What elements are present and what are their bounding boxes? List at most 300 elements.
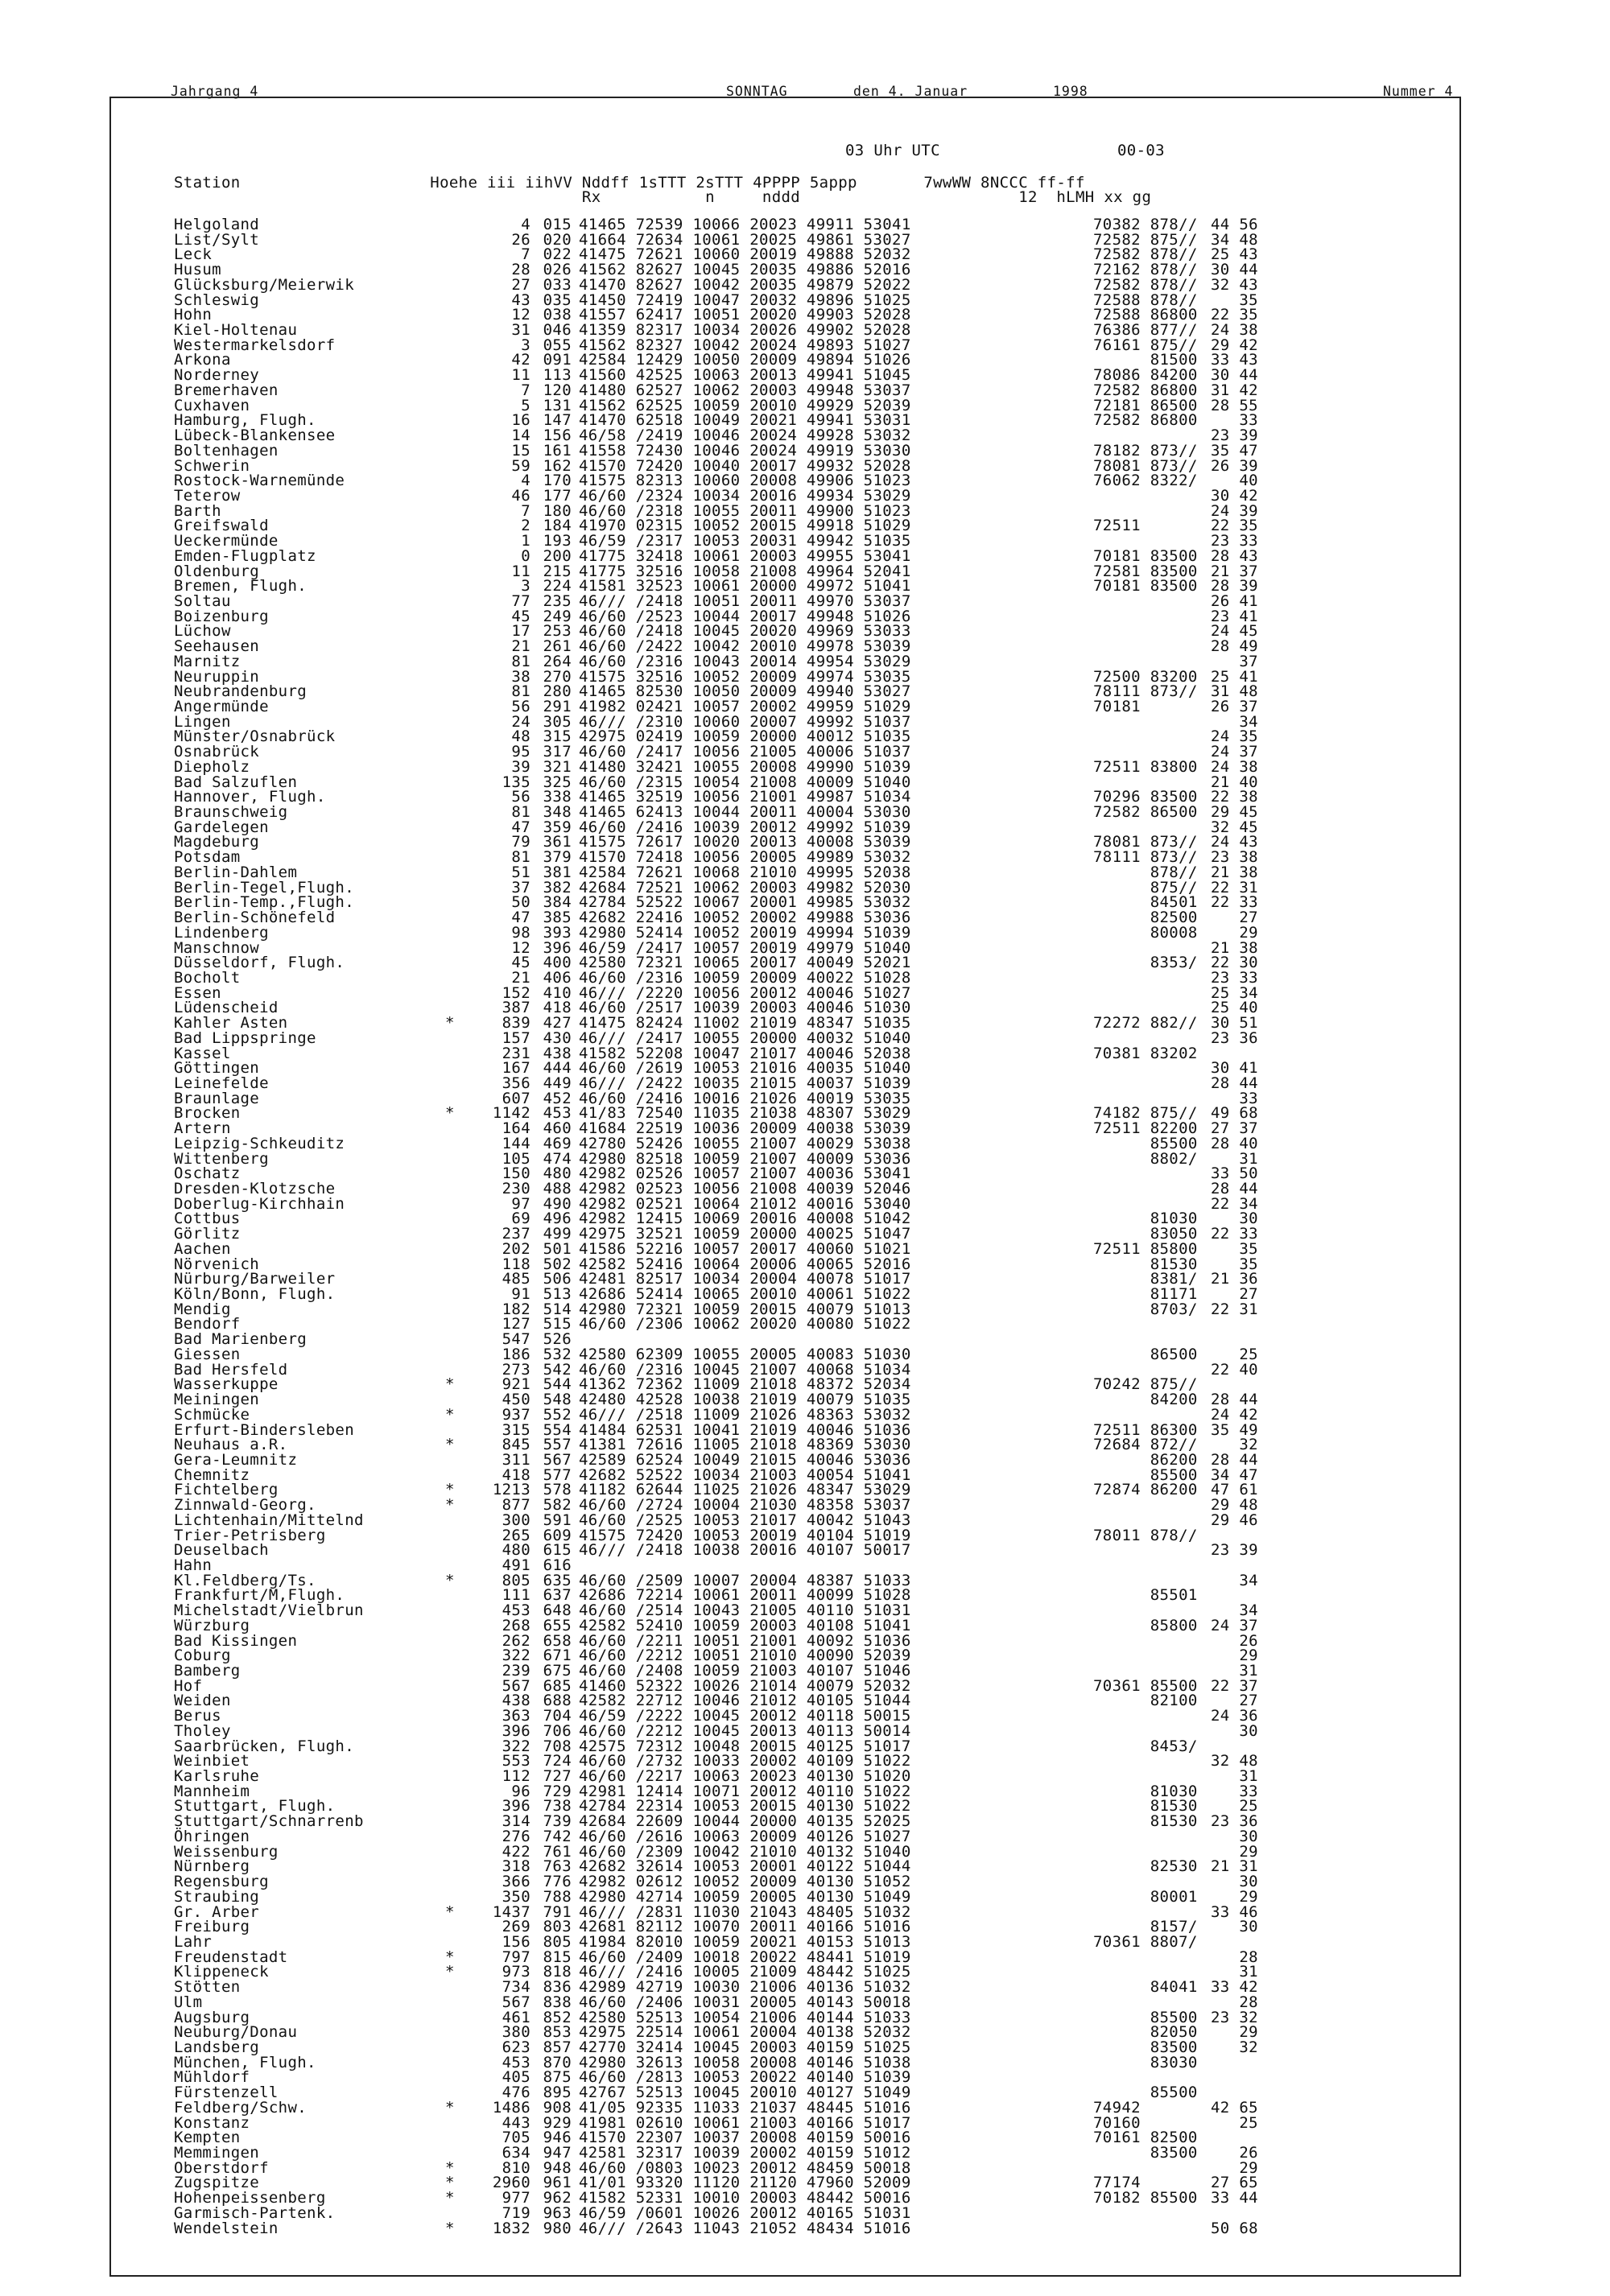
station-index: 317: [543, 743, 572, 761]
synop-groups: 46/60 /2732 10033 20002 40109 51022: [579, 1752, 911, 1770]
station-name: Leck: [174, 245, 213, 264]
synop-groups: 41570 72420 10040 20017 49932 52028: [579, 456, 911, 475]
station-index: 113: [543, 366, 572, 385]
station-name: Seehausen: [174, 637, 260, 656]
cloud-groups: 81530: [1093, 1812, 1198, 1831]
station-name: Gardelegen: [174, 818, 269, 836]
station-index: 962: [543, 2189, 572, 2207]
wind-gust-groups: 28 44: [1211, 1450, 1258, 1469]
wind-gust-groups: 31: [1211, 1767, 1258, 1786]
station-index: 532: [543, 1345, 572, 1363]
synop-groups: 41562 82327 10042 20024 49893 51027: [579, 336, 911, 354]
station-height: 11: [511, 562, 530, 580]
mountain-marker: *: [445, 2098, 455, 2117]
station-name: Nörvenich: [174, 1255, 260, 1273]
synop-groups: 42686 52414 10065 20010 40061 51022: [579, 1285, 911, 1304]
station-height: 937: [502, 1405, 530, 1424]
station-name: Bad Lippspringe: [174, 1028, 316, 1047]
station-index: 947: [543, 2144, 572, 2162]
station-index: 708: [543, 1737, 572, 1755]
wind-gust-groups: 29: [1211, 1647, 1258, 1665]
station-name: Doberlug-Kirchhain: [174, 1194, 345, 1213]
synop-groups: 42975 22514 10061 20004 40138 52032: [579, 2023, 911, 2042]
wind-gust-groups: 27: [1211, 1285, 1258, 1304]
wind-gust-groups: 26: [1211, 1631, 1258, 1650]
cloud-groups: 72511: [1093, 517, 1141, 535]
wind-gust-groups: 24 38: [1211, 321, 1258, 340]
synop-groups: 41475 72621 10060 20019 49888 52032: [579, 245, 911, 264]
wind-gust-groups: 31: [1211, 1149, 1258, 1168]
wind-gust-groups: 24 42: [1211, 1405, 1258, 1424]
station-height: 95: [511, 743, 530, 761]
station-name: Glücksburg/Meierwik: [174, 275, 354, 294]
year-label: 1998: [1053, 84, 1088, 99]
cloud-groups: 72511 85800: [1093, 1239, 1198, 1258]
wind-gust-groups: 25: [1211, 2113, 1258, 2132]
station-name: Michelstadt/Vielbrun: [174, 1601, 364, 1620]
station-name: Hahn: [174, 1556, 213, 1574]
wind-gust-groups: 30 41: [1211, 1059, 1258, 1078]
wind-gust-groups: 29: [1211, 2158, 1258, 2177]
wind-gust-groups: 33: [1211, 1089, 1258, 1107]
station-name: Frankfurt/M,Flugh.: [174, 1586, 345, 1605]
wind-gust-groups: 33 46: [1211, 1902, 1258, 1921]
cloud-groups: 76386 877//: [1093, 321, 1198, 340]
synop-groups: 42681 82112 10070 20011 40166 51016: [579, 1918, 911, 1936]
synop-groups: 42989 42719 10030 21006 40136 51032: [579, 1978, 911, 1997]
synop-groups: 46/60 /2417 10056 21005 40006 51037: [579, 743, 911, 761]
wind-gust-groups: 28 44: [1211, 1391, 1258, 1409]
mountain-marker: *: [445, 1104, 455, 1123]
station-height: 39: [511, 757, 530, 776]
station-name: Artern: [174, 1119, 231, 1138]
cloud-groups: 81030: [1093, 1782, 1198, 1800]
wind-gust-groups: 23 39: [1211, 427, 1258, 445]
cloud-groups: 77174: [1093, 2174, 1141, 2192]
station-index: 120: [543, 381, 572, 399]
station-name: Coburg: [174, 1647, 231, 1665]
station-name: München, Flugh.: [174, 2053, 316, 2071]
station-height: 27: [511, 275, 530, 294]
synop-groups: 42982 12415 10069 20016 40008 51042: [579, 1210, 911, 1228]
synop-groups: 41664 72634 10061 20025 49861 53027: [579, 230, 911, 249]
station-height: 1: [521, 532, 530, 550]
station-name: Kahler Asten: [174, 1014, 288, 1033]
station-index: 857: [543, 2038, 572, 2056]
wind-gust-groups: 29 42: [1211, 336, 1258, 354]
station-index: 616: [543, 1556, 572, 1574]
wind-gust-groups: 32 48: [1211, 1752, 1258, 1770]
station-name: Hohn: [174, 306, 213, 324]
synop-groups: 46/60 /2525 10053 21017 40042 51043: [579, 1511, 911, 1529]
synop-groups: 41359 82317 10034 20026 49902 52028: [579, 321, 911, 340]
station-index: 291: [543, 698, 572, 715]
wind-gust-groups: 30 42: [1211, 486, 1258, 505]
wind-gust-groups: 47 61: [1211, 1481, 1258, 1499]
wind-gust-groups: 24 39: [1211, 501, 1258, 520]
station-name: Teterow: [174, 486, 241, 505]
station-height: 810: [502, 2158, 530, 2177]
synop-groups: 46/60 /2416 10016 21026 40019 53035: [579, 1089, 911, 1107]
synop-groups: 42981 12414 10071 20012 40110 51022: [579, 1782, 911, 1800]
synop-groups: 42784 22314 10053 20015 40130 51022: [579, 1797, 911, 1816]
station-index: 727: [543, 1767, 572, 1786]
station-name: Freiburg: [174, 1918, 250, 1936]
station-index: 382: [543, 878, 572, 897]
station-index: 776: [543, 1873, 572, 1891]
station-height: 450: [502, 1391, 530, 1409]
wind-gust-groups: 26 39: [1211, 456, 1258, 475]
station-name: Kl.Feldberg/Ts.: [174, 1571, 316, 1589]
station-index: 035: [543, 291, 572, 309]
synop-groups: 41562 62525 10059 20010 49929 52039: [579, 396, 911, 414]
station-height: 461: [502, 2008, 530, 2026]
station-height: 11: [511, 366, 530, 385]
wind-gust-groups: 22 33: [1211, 1225, 1258, 1243]
station-height: 81: [511, 848, 530, 867]
station-height: 567: [502, 1676, 530, 1695]
volume-label: Jahrgang 4: [171, 84, 259, 99]
station-index: 724: [543, 1752, 572, 1770]
cloud-groups: 81500: [1093, 351, 1198, 369]
synop-groups: 41381 72616 11005 21018 48369 53030: [579, 1436, 911, 1454]
cloud-groups: 84041: [1093, 1978, 1198, 1997]
synop-groups: 46/60 /2616 10063 20009 40126 51027: [579, 1827, 911, 1845]
station-index: 499: [543, 1225, 572, 1243]
cloud-groups: 76062 8322/: [1093, 472, 1198, 490]
station-index: 348: [543, 803, 572, 822]
wind-gust-groups: 35 49: [1211, 1420, 1258, 1439]
wind-gust-groups: 21 38: [1211, 863, 1258, 881]
station-name: Weiden: [174, 1692, 231, 1710]
synop-groups: 46/60 /2309 10042 21010 40132 51040: [579, 1842, 911, 1861]
station-height: 14: [511, 427, 530, 445]
station-height: 3: [521, 577, 530, 596]
station-height: 135: [502, 773, 530, 791]
station-height: 0: [521, 546, 530, 565]
station-name: Berlin-Schönefeld: [174, 909, 336, 927]
wind-gust-groups: 35: [1211, 1255, 1258, 1273]
station-name: Bendorf: [174, 1315, 241, 1333]
synop-groups: 41575 72420 10053 20019 40104 51019: [579, 1526, 911, 1544]
cloud-groups: 72582 86800: [1093, 411, 1198, 430]
synop-groups: 46/59 /0601 10026 20012 40165 51031: [579, 2203, 911, 2222]
wind-gust-groups: 22 35: [1211, 517, 1258, 535]
station-index: 488: [543, 1180, 572, 1197]
cloud-groups: 8157/: [1093, 1918, 1198, 1936]
wind-gust-groups: 28: [1211, 1948, 1258, 1966]
wind-gust-groups: 28: [1211, 1993, 1258, 2011]
station-name: Norderney: [174, 366, 260, 385]
wind-gust-groups: 31: [1211, 1662, 1258, 1680]
station-height: 51: [511, 863, 530, 881]
cloud-groups: 81171: [1093, 1285, 1198, 1304]
station-name: Bocholt: [174, 968, 241, 987]
mountain-marker: *: [445, 1405, 455, 1424]
station-name: Boizenburg: [174, 607, 269, 625]
synop-groups: 41480 32421 10055 20008 49990 51039: [579, 757, 911, 776]
wind-gust-groups: 23 38: [1211, 848, 1258, 867]
station-name: Würzburg: [174, 1616, 250, 1634]
station-name: Lingen: [174, 712, 231, 731]
station-name: Barth: [174, 501, 221, 520]
wind-gust-groups: 24 43: [1211, 833, 1258, 851]
wind-gust-groups: 23 32: [1211, 2008, 1258, 2026]
synop-groups: 41570 72418 10056 20005 49989 53032: [579, 848, 911, 867]
station-index: 438: [543, 1044, 572, 1062]
station-index: 184: [543, 517, 572, 535]
cloud-groups: 70361 8807/: [1093, 1932, 1198, 1951]
station-height: 268: [502, 1616, 530, 1634]
weekday-label: SONNTAG: [726, 84, 788, 99]
station-name: Lüchow: [174, 622, 231, 641]
station-name: Nürburg/Barweiler: [174, 1270, 336, 1288]
station-height: 921: [502, 1375, 530, 1394]
station-index: 361: [543, 833, 572, 851]
synop-groups: 46/60 /2418 10045 20020 49969 53033: [579, 622, 911, 641]
station-height: 262: [502, 1631, 530, 1650]
mountain-marker: *: [445, 1436, 455, 1454]
station-name: Potsdam: [174, 848, 241, 867]
station-index: 582: [543, 1496, 572, 1515]
station-height: 81: [511, 652, 530, 670]
station-name: Chemnitz: [174, 1465, 250, 1484]
station-name: Giessen: [174, 1345, 241, 1363]
station-index: 305: [543, 712, 572, 731]
station-name: Ueckermünde: [174, 532, 279, 550]
station-height: 16: [511, 411, 530, 430]
station-height: 45: [511, 954, 530, 972]
station-height: 443: [502, 2113, 530, 2132]
synop-groups: 42784 52522 10067 20001 49985 53032: [579, 893, 911, 912]
station-index: 875: [543, 2068, 572, 2087]
station-name: Mühldorf: [174, 2068, 250, 2087]
wind-gust-groups: 28 44: [1211, 1074, 1258, 1092]
synop-groups: 41475 82424 11002 21019 48347 51035: [579, 1014, 911, 1033]
wind-gust-groups: 32: [1211, 2038, 1258, 2056]
station-name: Gr. Arber: [174, 1902, 260, 1921]
cloud-groups: 83050: [1093, 1225, 1198, 1243]
station-height: 111: [502, 1586, 530, 1605]
cloud-groups: 82050: [1093, 2023, 1198, 2042]
wind-gust-groups: 30: [1211, 1918, 1258, 1936]
synop-groups: 41460 52322 10026 21014 40079 52032: [579, 1676, 911, 1695]
station-height: 21: [511, 968, 530, 987]
cloud-groups: 78011 878//: [1093, 1526, 1198, 1544]
wind-gust-groups: 23 39: [1211, 1541, 1258, 1560]
synop-groups: 42584 12429 10050 20009 49894 51026: [579, 351, 911, 369]
cloud-groups: 85500: [1093, 1134, 1198, 1152]
station-name: Erfurt-Bindersleben: [174, 1420, 354, 1439]
station-index: 805: [543, 1932, 572, 1951]
station-index: 542: [543, 1360, 572, 1379]
wind-gust-groups: 28 43: [1211, 546, 1258, 565]
synop-groups: 42980 82518 10059 21007 40009 53036: [579, 1149, 911, 1168]
station-name: Braunschweig: [174, 803, 288, 822]
station-name: Magdeburg: [174, 833, 260, 851]
synop-groups: 46/59 /2417 10057 20019 49979 51040: [579, 938, 911, 957]
station-height: 127: [502, 1315, 530, 1333]
synop-groups: 46/60 /2408 10059 21003 40107 51046: [579, 1662, 911, 1680]
station-height: 12: [511, 938, 530, 957]
wind-gust-groups: 21 38: [1211, 938, 1258, 957]
wind-gust-groups: 33: [1211, 1782, 1258, 1800]
cloud-groups: 72874 86200: [1093, 1481, 1198, 1499]
station-index: 280: [543, 682, 572, 701]
station-name: Meiningen: [174, 1391, 260, 1409]
cloud-groups: 878//: [1093, 863, 1198, 881]
wind-gust-groups: 33 50: [1211, 1164, 1258, 1183]
station-index: 427: [543, 1014, 572, 1033]
synop-groups: 42686 72214 10061 20011 40099 51028: [579, 1586, 911, 1605]
station-index: 788: [543, 1887, 572, 1906]
column-header-line-2: Rx n nddd 12 hLMH xx gg: [174, 188, 1152, 206]
cloud-groups: 8353/: [1093, 954, 1198, 972]
station-height: 839: [502, 1014, 530, 1033]
wind-gust-groups: 22 38: [1211, 788, 1258, 806]
synop-groups: 46/// /2418 10051 20011 49970 53037: [579, 592, 911, 610]
synop-groups: 42682 52522 10034 21003 40054 51041: [579, 1465, 911, 1484]
cloud-groups: 8453/: [1093, 1737, 1198, 1755]
synop-groups: 41450 72419 10047 20032 49896 51025: [579, 291, 911, 309]
synop-groups: 46/// /2417 10055 20000 40032 51040: [579, 1028, 911, 1047]
cloud-groups: 85800: [1093, 1616, 1198, 1634]
cloud-groups: 80001: [1093, 1887, 1198, 1906]
station-name: Lichtenhain/Mittelnd: [174, 1511, 364, 1529]
date-label: den 4. Januar: [853, 84, 968, 99]
station-name: Wendelstein: [174, 2219, 279, 2237]
station-name: Berlin-Dahlem: [174, 863, 298, 881]
station-index: 235: [543, 592, 572, 610]
station-index: 591: [543, 1511, 572, 1529]
station-height: 4: [521, 216, 530, 233]
station-name: Ulm: [174, 1993, 203, 2011]
report-frame: [109, 97, 1461, 2277]
station-name: Boltenhagen: [174, 441, 279, 460]
synop-groups: 42480 42528 10038 21019 40079 51035: [579, 1391, 911, 1409]
synop-groups: 42982 02523 10056 21008 40039 52046: [579, 1180, 911, 1197]
station-name: Angermünde: [174, 698, 269, 715]
wind-gust-groups: 44 56: [1211, 216, 1258, 233]
wind-gust-groups: 30 44: [1211, 366, 1258, 385]
station-height: 438: [502, 1692, 530, 1710]
station-name: Husum: [174, 261, 221, 279]
synop-groups: 41775 32418 10061 20003 49955 53041: [579, 546, 911, 565]
cloud-groups: 70182 85500: [1093, 2189, 1198, 2207]
cloud-groups: 70181 83500: [1093, 577, 1198, 596]
station-height: 239: [502, 1662, 530, 1680]
cloud-groups: 83030: [1093, 2053, 1198, 2071]
wind-gust-groups: 25: [1211, 1345, 1258, 1363]
synop-groups: 42980 32613 10058 20008 40146 51038: [579, 2053, 911, 2071]
station-name: Zugspitze: [174, 2174, 260, 2192]
wind-gust-groups: 21 40: [1211, 773, 1258, 791]
station-name: Görlitz: [174, 1225, 241, 1243]
station-height: 453: [502, 1601, 530, 1620]
time-label: 03 Uhr UTC: [845, 142, 940, 159]
cloud-groups: 72582 86800: [1093, 381, 1198, 399]
station-height: 46: [511, 486, 530, 505]
wind-gust-groups: 22 33: [1211, 893, 1258, 912]
station-height: 553: [502, 1752, 530, 1770]
station-height: 56: [511, 698, 530, 715]
station-name: Westermarkelsdorf: [174, 336, 336, 354]
cloud-groups: 72684 872//: [1093, 1436, 1198, 1454]
station-name: Bad Salzuflen: [174, 773, 298, 791]
cloud-groups: 78182 873//: [1093, 441, 1198, 460]
wind-gust-groups: 21 36: [1211, 1270, 1258, 1288]
cloud-groups: 85500: [1093, 1465, 1198, 1484]
wind-gust-groups: 23 33: [1211, 968, 1258, 987]
synop-groups: 41558 72430 10046 20024 49919 53030: [579, 441, 911, 460]
station-height: 26: [511, 230, 530, 249]
station-height: 105: [502, 1149, 530, 1168]
station-name: Aachen: [174, 1239, 231, 1258]
station-index: 763: [543, 1857, 572, 1876]
station-name: Stötten: [174, 1978, 241, 1997]
synop-groups: 41570 22307 10037 20008 40159 50016: [579, 2129, 911, 2147]
station-height: 396: [502, 1797, 530, 1816]
station-height: 322: [502, 1647, 530, 1665]
station-height: 276: [502, 1827, 530, 1845]
station-name: Leinefelde: [174, 1074, 269, 1092]
cloud-groups: 78111 873//: [1093, 848, 1198, 867]
synop-groups: 42684 72521 10062 20003 49982 52030: [579, 878, 911, 897]
station-height: 56: [511, 788, 530, 806]
station-name: Helgoland: [174, 216, 260, 233]
synop-groups: 41982 02421 10057 20002 49959 51029: [579, 698, 911, 715]
station-name: Augsburg: [174, 2008, 250, 2026]
station-name: Essen: [174, 983, 221, 1002]
station-height: 77: [511, 592, 530, 610]
cloud-groups: 70160: [1093, 2113, 1141, 2132]
wind-gust-groups: 29: [1211, 2023, 1258, 2042]
station-index: 430: [543, 1028, 572, 1047]
station-height: 81: [511, 803, 530, 822]
station-height: 973: [502, 1963, 530, 1981]
station-index: 515: [543, 1315, 572, 1333]
cloud-groups: 72582 86500: [1093, 803, 1198, 822]
synop-groups: 42780 52426 10055 21007 40029 53038: [579, 1134, 911, 1152]
station-name: Fürstenzell: [174, 2084, 279, 2102]
station-name: Tholey: [174, 1721, 231, 1740]
station-height: 396: [502, 1721, 530, 1740]
synop-groups: 41465 62413 10044 20011 40004 53030: [579, 803, 911, 822]
station-index: 161: [543, 441, 572, 460]
station-name: Straubing: [174, 1887, 260, 1906]
station-height: 311: [502, 1450, 530, 1469]
station-index: 671: [543, 1647, 572, 1665]
station-height: 79: [511, 833, 530, 851]
synop-groups: 42580 62309 10055 20005 40083 51030: [579, 1345, 911, 1363]
station-height: 152: [502, 983, 530, 1002]
station-name: Nürnberg: [174, 1857, 250, 1876]
station-height: 300: [502, 1511, 530, 1529]
synop-groups: 42682 32614 10053 20001 40122 51044: [579, 1857, 911, 1876]
station-height: 24: [511, 712, 530, 731]
station-height: 45: [511, 607, 530, 625]
wind-gust-groups: 31 48: [1211, 682, 1258, 701]
synop-groups: 41465 82530 10050 20009 49940 53027: [579, 682, 911, 701]
station-name: Neuhaus a.R.: [174, 1436, 288, 1454]
synop-groups: 42982 02526 10057 21007 40036 53041: [579, 1164, 911, 1183]
cloud-groups: 78081 873//: [1093, 456, 1198, 475]
station-height: 567: [502, 1993, 530, 2011]
synop-groups: 41362 72362 11009 21018 48372 52034: [579, 1375, 911, 1394]
station-name: Lahr: [174, 1932, 213, 1951]
wind-gust-groups: 22 40: [1211, 1360, 1258, 1379]
station-height: 50: [511, 893, 530, 912]
